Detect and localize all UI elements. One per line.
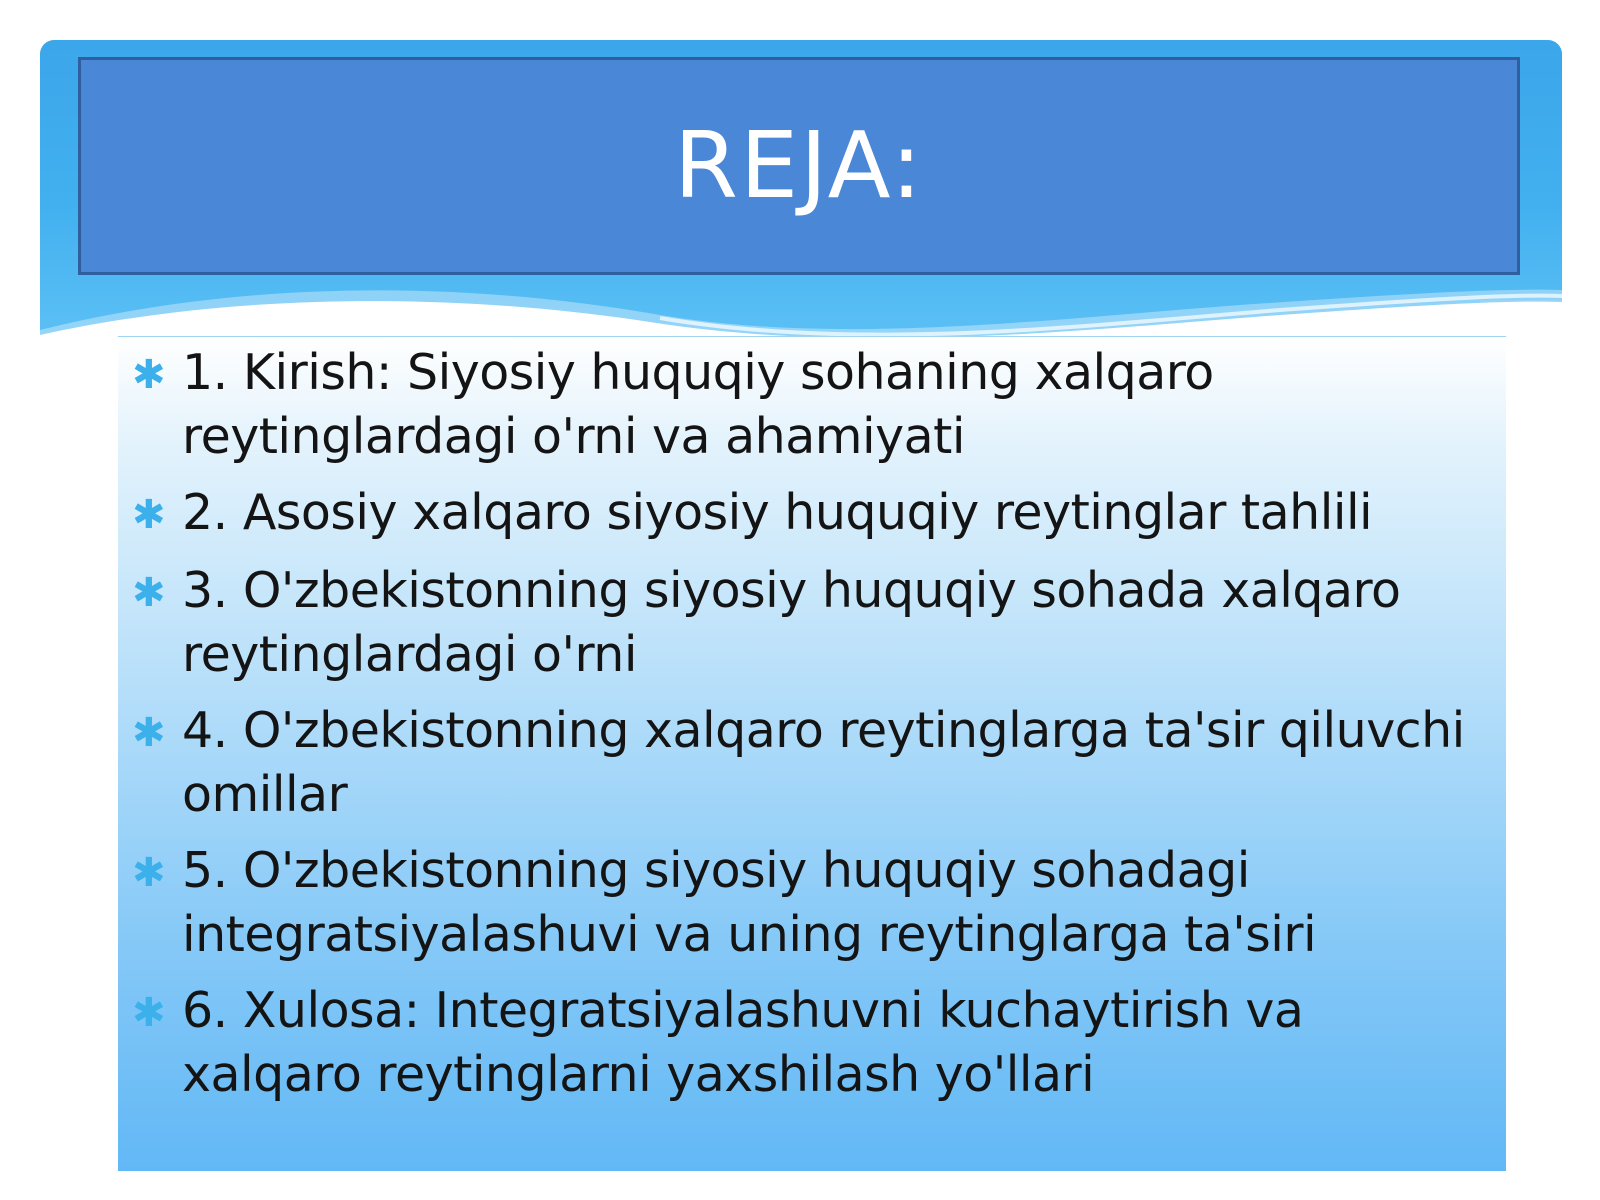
- list-item-text: 2. Asosiy xalqaro siyosiy huquqiy reytinglar tahlili: [182, 484, 1373, 541]
- list-item-text: 3. O'zbekistonning siyosiy huquqiy sohada xalqaro reytinglardagi o'rni: [182, 562, 1401, 683]
- list-item: [132, 839, 1492, 967]
- list-item: [132, 481, 1492, 547]
- list-item-text: 1. Kirish: Siyosiy huquqiy sohaning xalqaro reytinglardagi o'rni va ahamiyati: [182, 344, 1214, 465]
- title-box: [78, 57, 1520, 275]
- asterisk-bullet-icon: ✱: [132, 492, 166, 538]
- slide-title: REJA:: [674, 112, 924, 219]
- list-item: [132, 979, 1492, 1107]
- list-item-text: 5. O'zbekistonning siyosiy huquqiy sohadagi integratsiyalashuvi va uning reytinglarga ta'siri: [182, 842, 1317, 963]
- list-item-text: 6. Xulosa: Integratsiyalashuvni kuchaytirish va xalqaro reytinglarni yaxshilash yo'llari: [182, 982, 1304, 1103]
- list-item: [132, 699, 1492, 827]
- asterisk-bullet-icon: ✱: [132, 990, 166, 1036]
- asterisk-bullet-icon: ✱: [132, 352, 166, 398]
- asterisk-bullet-icon: ✱: [132, 850, 166, 896]
- content-box: [118, 336, 1506, 1171]
- asterisk-bullet-icon: ✱: [132, 570, 166, 616]
- list-item-text: 4. O'zbekistonning xalqaro reytinglarga ta'sir qiluvchi omillar: [182, 702, 1465, 823]
- asterisk-bullet-icon: ✱: [132, 710, 166, 756]
- plan-list: [132, 341, 1492, 1119]
- list-item: [132, 341, 1492, 469]
- list-item: [132, 559, 1492, 687]
